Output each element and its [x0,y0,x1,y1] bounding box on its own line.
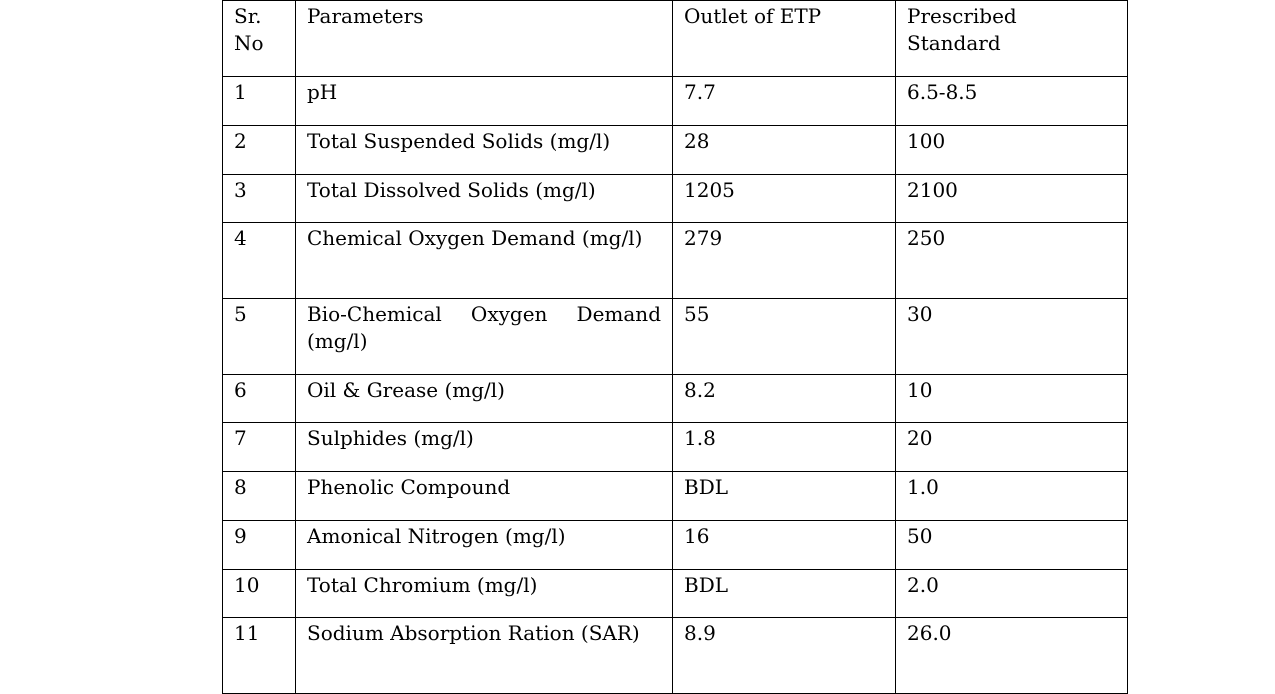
cell-parameter: Bio-Chemical Oxygen Demand (mg/l) [296,299,673,375]
cell-parameter: Sulphides (mg/l) [296,423,673,472]
header-outlet-of-etp: Outlet of ETP [673,1,896,77]
table-row [223,375,1128,423]
cell-sr: 10 [223,570,296,618]
cell-parameter: Total Dissolved Solids (mg/l) [296,175,673,223]
cell-standard: 20 [896,423,1128,472]
cell-sr: 8 [223,472,296,521]
cell-outlet: 8.2 [673,375,896,423]
table-row [223,126,1128,175]
cell-parameter: Amonical Nitrogen (mg/l) [296,521,673,570]
cell-parameter: Phenolic Compound [296,472,673,521]
header-parameters: Parameters [296,1,673,77]
table-row [223,472,1128,521]
header-sr-no-line-1: Sr. [234,4,262,28]
parameters-table [222,0,1128,694]
table-row [223,570,1128,618]
cell-parameter: Chemical Oxygen Demand (mg/l) [296,223,673,299]
cell-outlet: 28 [673,126,896,175]
cell-outlet: 1205 [673,175,896,223]
cell-standard: 26.0 [896,618,1128,694]
cell-standard: 30 [896,299,1128,375]
cell-standard: 6.5-8.5 [896,77,1128,126]
table-row [223,223,1128,299]
table-row [223,175,1128,223]
table-row [223,299,1128,375]
cell-outlet: 1.8 [673,423,896,472]
cell-outlet: 55 [673,299,896,375]
header-sr-no [223,1,296,77]
cell-parameter: Sodium Absorption Ration (SAR) [296,618,673,694]
cell-standard: 50 [896,521,1128,570]
cell-sr: 2 [223,126,296,175]
header-prescribed-standard-line-1: Prescribed [907,4,1017,28]
table-row [223,521,1128,570]
cell-sr: 9 [223,521,296,570]
header-prescribed-standard [896,1,1128,77]
cell-sr: 1 [223,77,296,126]
cell-sr: 7 [223,423,296,472]
cell-sr: 6 [223,375,296,423]
cell-parameter: Oil & Grease (mg/l) [296,375,673,423]
cell-sr: 4 [223,223,296,299]
table-row [223,618,1128,694]
cell-standard: 2.0 [896,570,1128,618]
cell-sr: 3 [223,175,296,223]
cell-parameter: Total Suspended Solids (mg/l) [296,126,673,175]
cell-parameter: Total Chromium (mg/l) [296,570,673,618]
cell-outlet: 16 [673,521,896,570]
table-row [223,77,1128,126]
header-prescribed-standard-line-2: Standard [907,31,1001,55]
cell-outlet: 7.7 [673,77,896,126]
table-header-row [223,1,1128,77]
cell-standard: 2100 [896,175,1128,223]
cell-standard: 250 [896,223,1128,299]
cell-outlet: BDL [673,472,896,521]
table-row [223,423,1128,472]
header-sr-no-line-2: No [234,31,264,55]
cell-standard: 100 [896,126,1128,175]
cell-outlet: 279 [673,223,896,299]
cell-sr: 5 [223,299,296,375]
cell-outlet: BDL [673,570,896,618]
cell-outlet: 8.9 [673,618,896,694]
cell-standard: 10 [896,375,1128,423]
cell-parameter: pH [296,77,673,126]
cell-sr: 11 [223,618,296,694]
table-body [223,1,1128,694]
cell-standard: 1.0 [896,472,1128,521]
